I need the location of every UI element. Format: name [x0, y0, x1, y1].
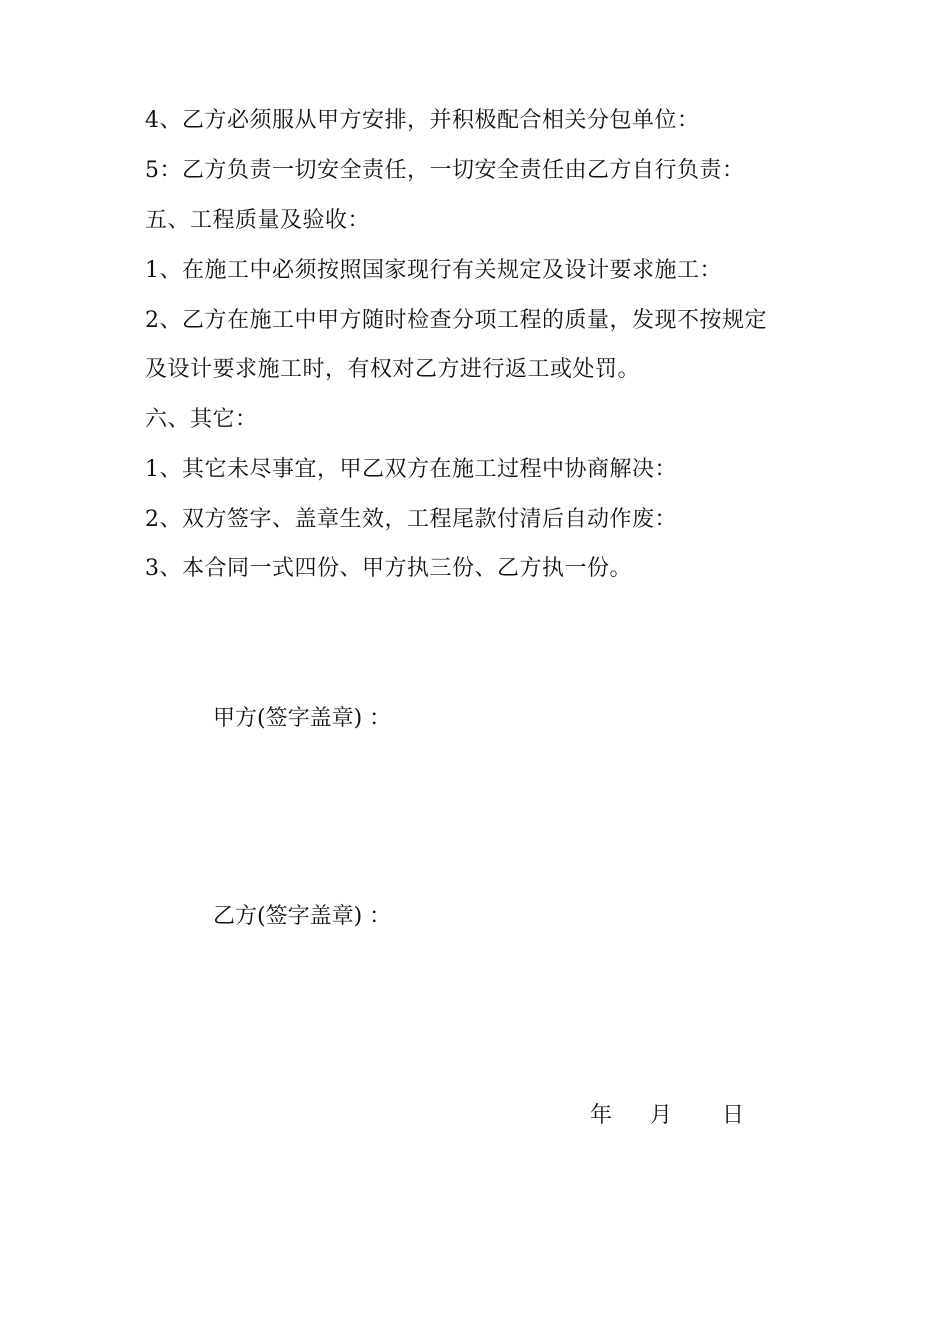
clause-5-safety-responsibility: 5：乙方负责一切安全责任，一切安全责任由乙方自行负责：	[145, 158, 745, 183]
quality-clause-1: 1、在施工中必须按照国家现行有关规定及设计要求施工：	[145, 258, 722, 283]
section-5-heading: 五、工程质量及验收：	[145, 208, 371, 233]
other-clause-3: 3、本合同一式四份、甲方执三份、乙方执一份。	[145, 556, 632, 581]
date-month-label: 月	[650, 1103, 673, 1128]
other-clause-1: 1、其它未尽事宜，甲乙双方在施工过程中协商解决：	[145, 457, 677, 482]
clause-4-obey-arrangement: 4、乙方必须服从甲方安排，并积极配合相关分包单位：	[145, 108, 700, 133]
party-a-signature-label: 甲方(签字盖章) ：	[213, 706, 392, 731]
other-clause-2: 2、双方签字、盖章生效，工程尾款付清后自动作废：	[145, 507, 677, 532]
quality-clause-2-line-1: 2、乙方在施工中甲方随时检查分项工程的质量，发现不按规定	[145, 308, 767, 333]
section-6-heading: 六、其它：	[145, 407, 258, 432]
date-year-label: 年	[590, 1103, 613, 1128]
quality-clause-2-line-2: 及设计要求施工时，有权对乙方进行返工或处罚。	[145, 357, 641, 382]
party-b-signature-label: 乙方(签字盖章) ：	[213, 904, 392, 929]
date-day-label: 日	[722, 1103, 745, 1128]
